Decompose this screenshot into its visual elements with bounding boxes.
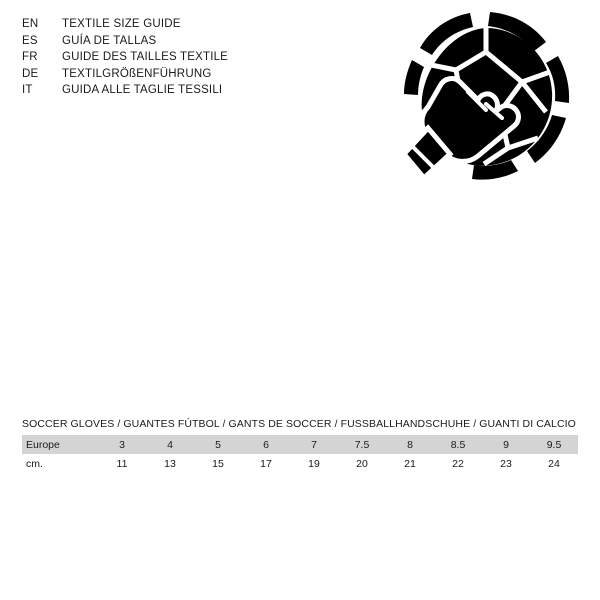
table-cell: 9 — [482, 435, 530, 454]
legend-language-code: ES — [22, 34, 38, 47]
size-table-title: SOCCER GLOVES / GUANTES FÚTBOL / GANTS DE SOCCER / FUSSBALLHANDSCHUHE / GUANTI DI CALCIO — [22, 418, 576, 430]
table-cell: 17 — [260, 457, 272, 470]
table-cell: 21 — [404, 457, 416, 470]
legend-language-text: GUIDE DES TAILLES TEXTILE — [62, 51, 229, 63]
table-row-label: Europe — [22, 435, 98, 454]
legend-language-text: GUÍA DE TALLAS — [62, 34, 157, 47]
table-cell: 3 — [98, 435, 146, 454]
table-row — [22, 454, 578, 473]
table-cell: 8.5 — [434, 435, 482, 454]
legend-row — [22, 66, 228, 83]
table-cell: 24 — [548, 457, 560, 470]
table-cell: 6 — [242, 435, 290, 454]
legend-language-text: TEXTILE SIZE GUIDE — [62, 18, 181, 30]
table-row-label: cm. — [26, 457, 43, 470]
table-cell: 8 — [386, 435, 434, 454]
table-cell: 15 — [212, 457, 224, 470]
legend-row — [22, 49, 228, 66]
table-cell: 5 — [194, 435, 242, 454]
legend-language-code: DE — [22, 67, 39, 80]
legend-language-code: EN — [22, 18, 39, 30]
legend-row — [22, 33, 228, 50]
table-cell: 4 — [146, 435, 194, 454]
legend-language-code: FR — [22, 51, 38, 63]
soccer-glove-and-ball-illustration — [382, 8, 582, 198]
table-cell: 11 — [116, 457, 128, 470]
legend-language-text: GUIDA ALLE TAGLIE TESSILI — [62, 84, 223, 96]
table-cell: 7 — [290, 435, 338, 454]
legend-language-code: IT — [22, 84, 33, 96]
table-cell: 13 — [164, 457, 176, 470]
legend-language-text: TEXTILGRÖßENFÜHRUNG — [62, 67, 212, 80]
table-cell: 23 — [500, 457, 512, 470]
size-table — [22, 435, 578, 473]
legend-row — [22, 16, 228, 33]
table-cell: 20 — [356, 457, 368, 470]
table-cell: 22 — [452, 457, 464, 470]
size-table-block — [22, 418, 578, 473]
table-cell: 19 — [308, 457, 320, 470]
table-cell: 9.5 — [530, 435, 578, 454]
table-cell: 7.5 — [338, 435, 386, 454]
language-legend — [22, 16, 228, 99]
legend-row — [22, 82, 228, 99]
table-row — [22, 435, 578, 454]
